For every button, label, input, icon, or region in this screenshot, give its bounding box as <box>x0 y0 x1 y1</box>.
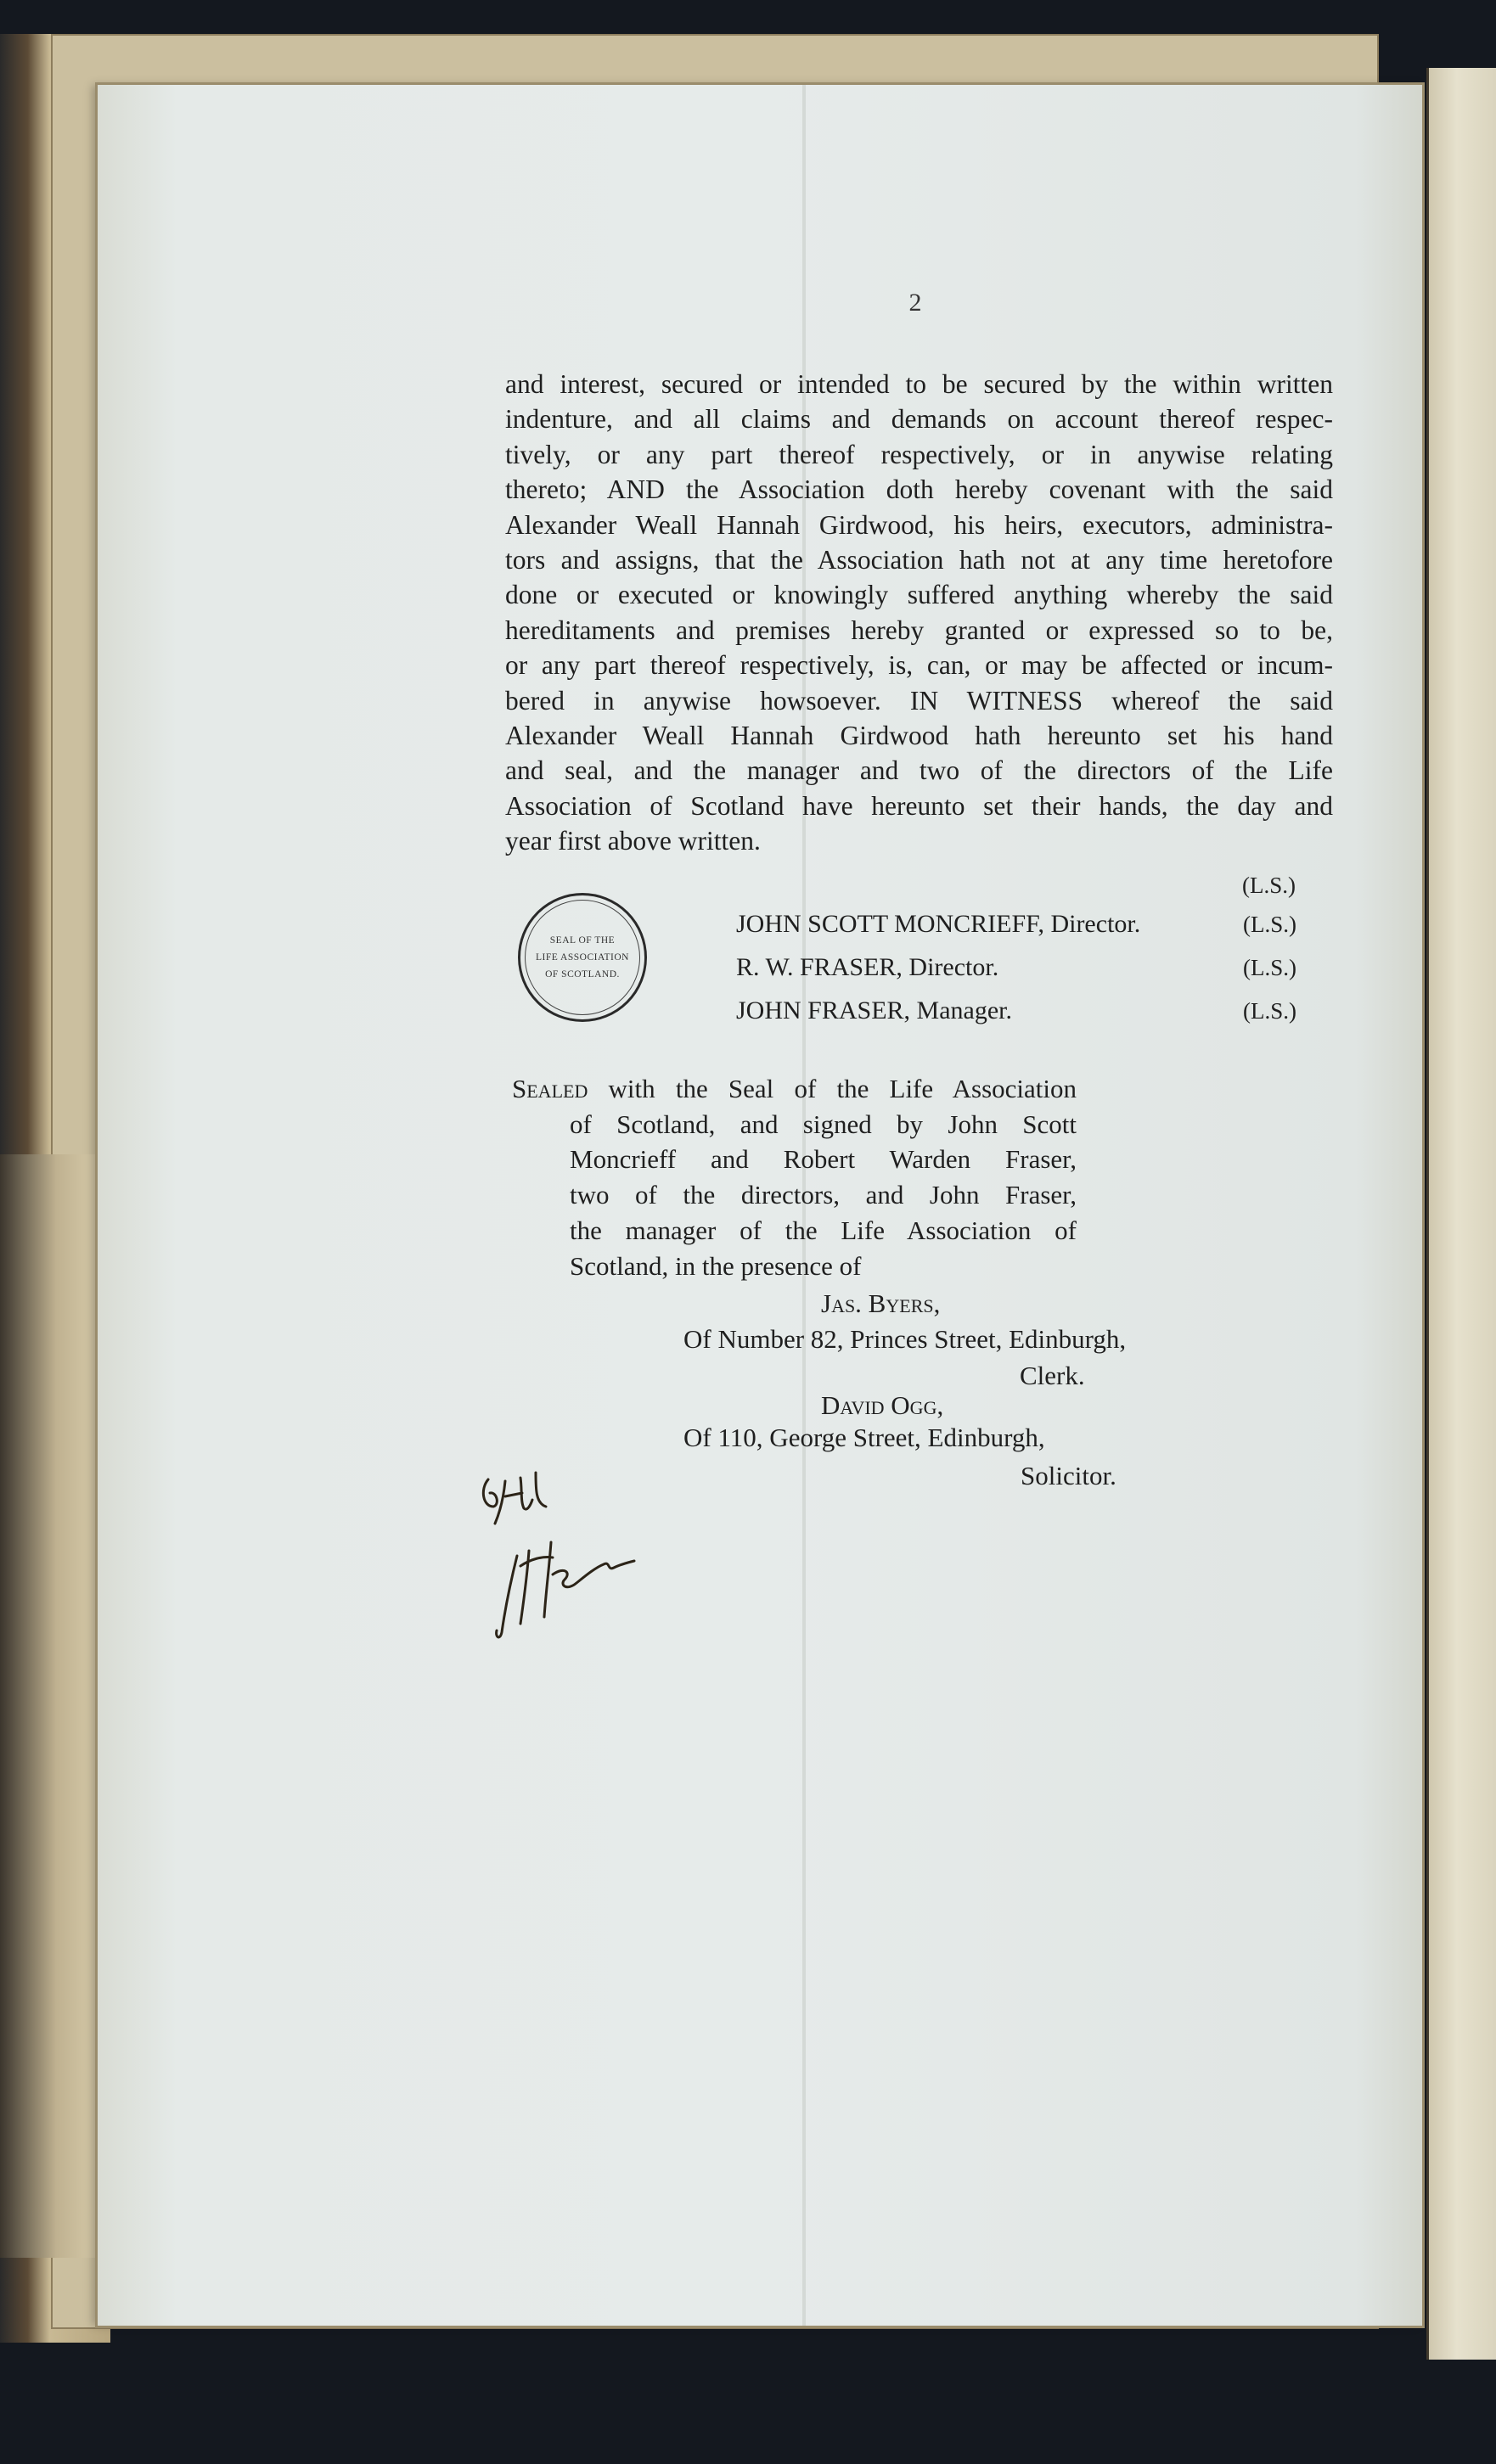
page-stub <box>0 1154 102 2258</box>
attestation-line: Scotland, in the presence of <box>570 1250 862 1281</box>
signatory-list <box>736 910 1347 1040</box>
signatory-row <box>736 953 1347 996</box>
signatory-row <box>736 910 1347 953</box>
body-line: hereditaments and premises hereby granted or expressed so to be, <box>505 615 1333 645</box>
locus-sigilli: (L.S.) <box>1242 873 1296 898</box>
body-line: and interest, secured or intended to be secured by the within written <box>505 369 1333 399</box>
body-line: done or executed or knowingly suffered anything whereby the said <box>505 580 1333 610</box>
seal-text-line: OF SCOTLAND. <box>545 969 620 979</box>
signatory-name: R. W. FRASER, Director. <box>736 953 999 981</box>
witness-role: Solicitor. <box>1021 1461 1116 1490</box>
attestation-text: with the Seal of the Life Association <box>608 1074 1077 1103</box>
witness-name: Jas. Byers, <box>821 1288 941 1318</box>
witness-address: Of Number 82, Princes Street, Edinburgh, <box>683 1324 1127 1354</box>
attestation-line: two of the directors, and John Fraser, <box>570 1180 1077 1210</box>
signatory-row <box>736 996 1347 1040</box>
page-number: 2 <box>908 289 922 317</box>
body-line: year first above written. <box>505 826 761 856</box>
signatory-name: JOHN FRASER, Manager. <box>736 996 1013 1024</box>
body-line: Alexander Weall Hannah Girdwood hath hereunto set his hand <box>505 721 1333 751</box>
locus-sigilli: (L.S.) <box>1243 998 1296 1024</box>
seal-text-line: SEAL OF THE <box>549 935 616 946</box>
signatory-name: JOHN SCOTT MONCRIEFF, Director. <box>736 910 1141 938</box>
body-line: bered in anywise howsoever. IN WITNESS whereof the said <box>505 685 1333 716</box>
body-line: thereto; AND the Association doth hereby covenant with the said <box>505 474 1333 505</box>
witness-role: Clerk. <box>1020 1361 1085 1390</box>
body-line: indenture, and all claims and demands on account thereof respec- <box>505 404 1333 435</box>
locus-sigilli: (L.S.) <box>1243 955 1296 980</box>
body-line: Association of Scotland have hereunto set their hands, the day and <box>505 790 1333 821</box>
body-line: or any part thereof respectively, is, can, or may be affected or incum- <box>505 650 1333 681</box>
attestation-clause <box>512 1071 1077 1283</box>
witness-name: David Ogg, <box>821 1390 944 1420</box>
locus-sigilli: (L.S.) <box>1243 912 1296 937</box>
witness-address: Of 110, George Street, Edinburgh, <box>683 1423 1045 1452</box>
attestation-line: Moncrieff and Robert Warden Fraser, <box>570 1144 1077 1175</box>
body-line: and seal, and the manager and two of the directors of the Life <box>505 755 1333 786</box>
facing-page-edge <box>1426 68 1496 2360</box>
handwritten-initials-signature <box>471 1456 666 1651</box>
attestation-line: of Scotland, and signed by John Scott <box>570 1109 1077 1139</box>
attestation-line: the manager of the Life Association of <box>570 1215 1077 1245</box>
deed-body <box>505 367 1333 859</box>
seal-text-line: LIFE ASSOCIATION <box>536 952 629 963</box>
association-seal <box>518 893 647 1022</box>
seal-inner-ring <box>525 900 640 1015</box>
body-line: Alexander Weall Hannah Girdwood, his heirs, executors, administra- <box>505 509 1333 540</box>
body-line: tors and assigns, that the Association hath not at any time heretofore <box>505 545 1333 575</box>
attestation-line <box>512 1071 1077 1107</box>
body-line: tively, or any part thereof respectively, or in anywise relating <box>505 439 1333 469</box>
attestation-lead-word: Sealed <box>512 1074 588 1103</box>
